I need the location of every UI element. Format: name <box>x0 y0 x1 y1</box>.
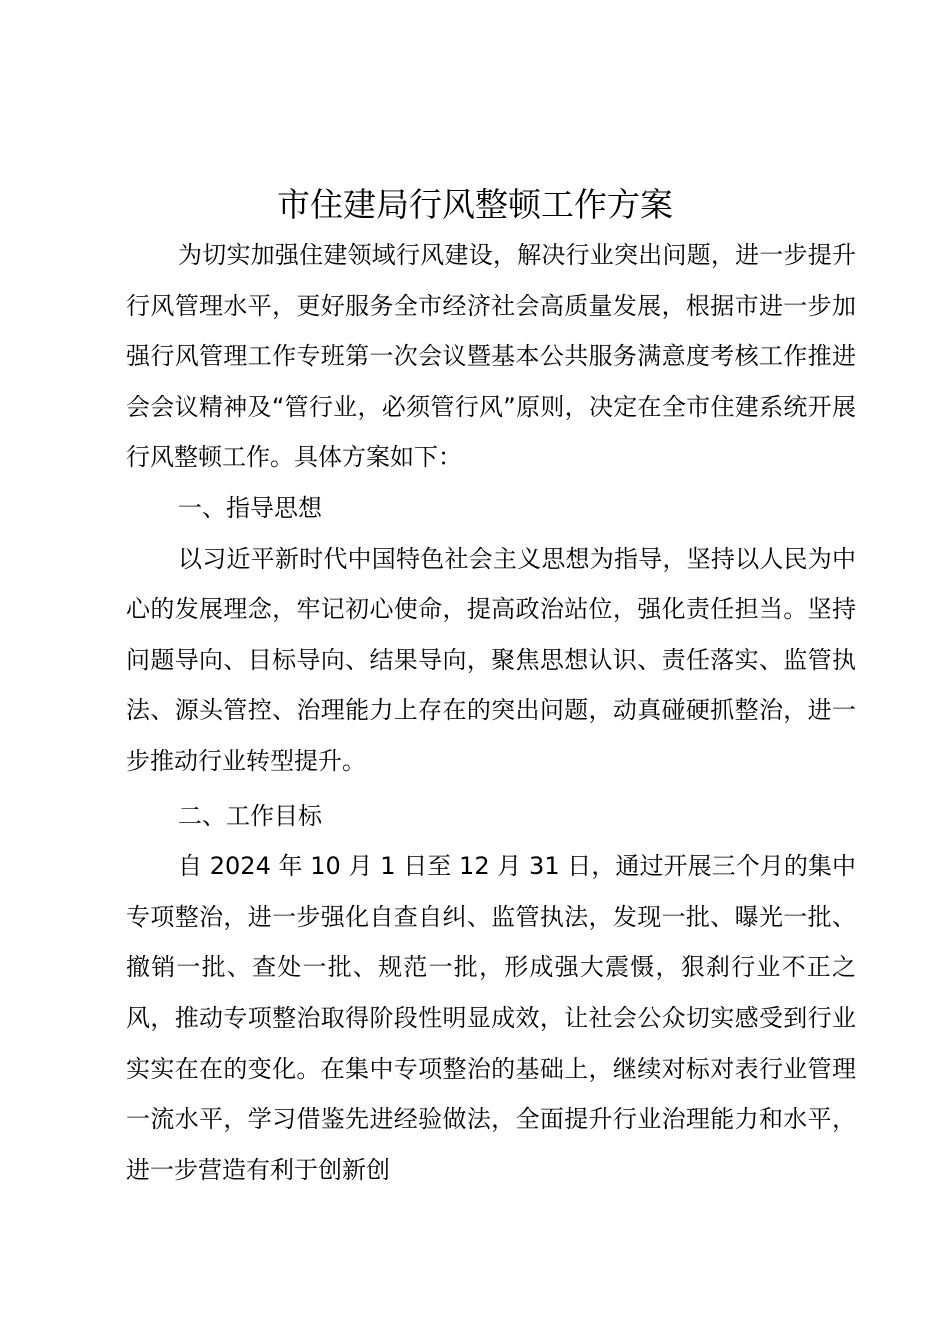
section-body-work-goals: 自 2024 年 10 月 1 日至 12 月 31 日，通过开展三个月的集中专项整治，进一步强化自查自纠、监管执法，发现一批、曝光一批、撤销一批、查处一批、规范一批，形成强大震慑，狠刹行业不正之风，推动专项整治取得阶段性明显成效，让社会公众切实感受到行业实实在在的变化。在集中专项整治的基础上，继续对标对表行业管理一流水平，学习借鉴先进经验做法，全面提升行业治理能力和水平，进一步营造有利于创新创 <box>126 852 856 1184</box>
section-body-guiding-ideology: 以习近平新时代中国特色社会主义思想为指导，坚持以人民为中心的发展理念，牢记初心使命，提高政治站位，强化责任担当。坚持问题导向、目标导向、结果导向，聚焦思想认识、责任落实、监管执法、源头管控、治理能力上存在的突出问题，动真碰硬抓整治，进一步推动行业转型提升。 <box>126 544 856 775</box>
section-heading-guiding-ideology: 一、指导思想 <box>178 493 322 522</box>
intro-paragraph: 为切实加强住建领域行风建设，解决行业突出问题，进一步提升行风管理水平，更好服务全市经济社会高质量发展，根据市进一步加强行风管理工作专班第一次会议暨基本公共服务满意度考核工作推进会会议精神及“管行业，必须管行风”原则，决定在全市住建系统开展行风整顿工作。具体方案如下： <box>126 241 856 472</box>
document-body <box>126 230 856 1195</box>
document-title: 市住建局行风整顿工作方案 <box>277 185 673 224</box>
section-heading-work-goals: 二、工作目标 <box>178 801 322 830</box>
